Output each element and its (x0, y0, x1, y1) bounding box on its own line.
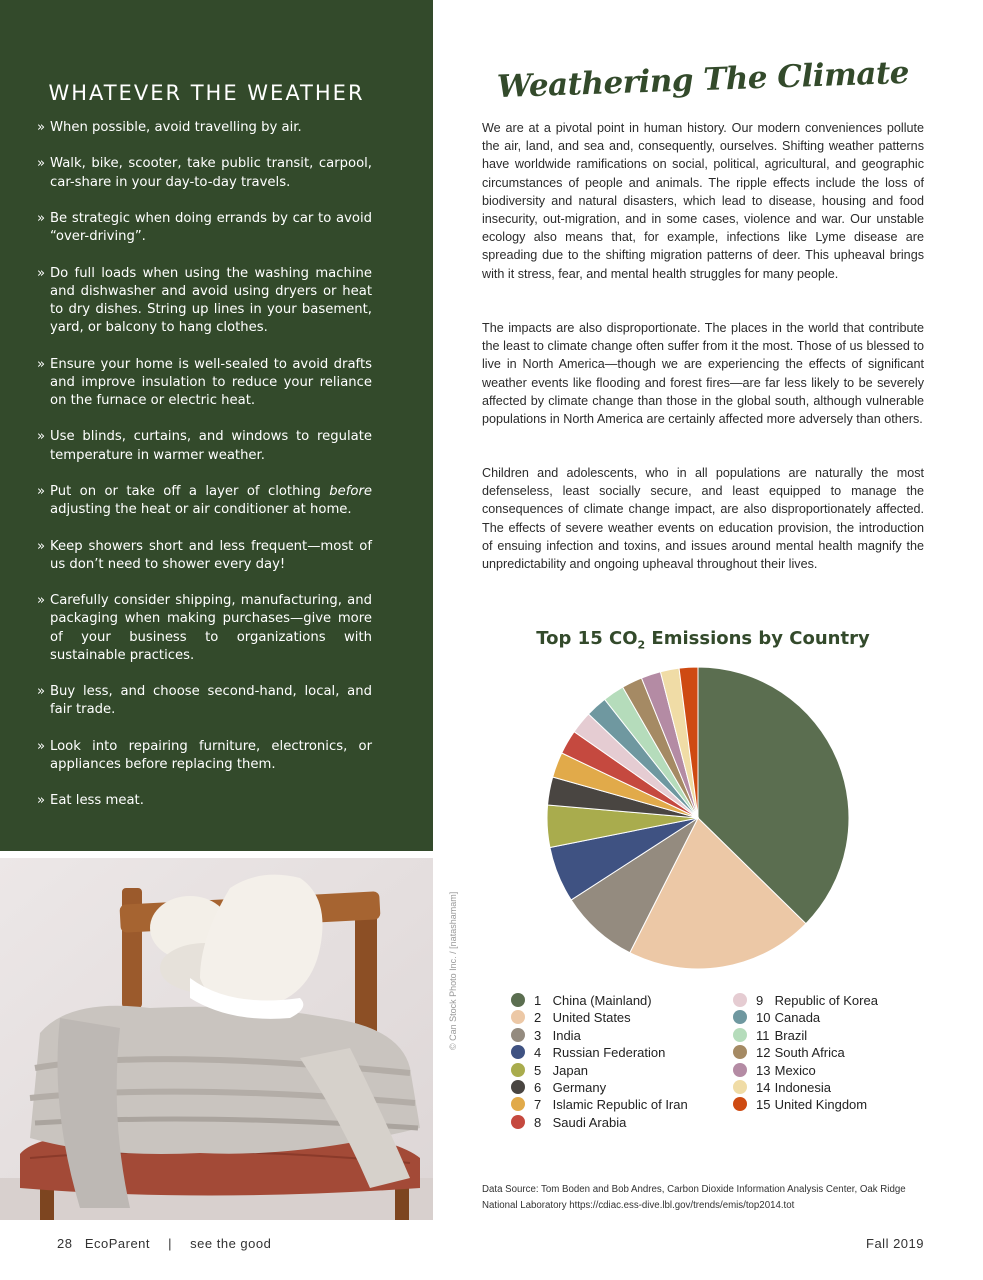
legend-number: 7 (534, 1097, 542, 1113)
legend-label: South Africa (771, 1045, 845, 1061)
legend-item (511, 1096, 688, 1113)
chart-title-pre: Top 15 CO (536, 628, 638, 649)
footer-separator: | (168, 1236, 173, 1251)
legend-number: 15 (756, 1097, 771, 1113)
legend-swatch (511, 1063, 525, 1077)
legend-number: 12 (756, 1045, 771, 1061)
legend-swatch (511, 1097, 525, 1111)
legend-item (511, 992, 688, 1009)
article-paragraph: We are at a pivotal point in human history. Our modern conveniences pollute the air, land, and sea and, consequently, ourselves. Shifting weather patterns have worldwide ramifications on social, political, agricultural, and geographic circumstances of people and animals. The ripple effects include the loss of biodiversity and natural disasters, which lead to disease, housing and food insecurity, out-migration, and in some cases, violence and war. Our unstable ecology also means that, for example, infections like Lyme disease are spreading due to the shifting migration patterns of deer. This upheaval brings with it stress, fear, and mental health struggles for many people. (482, 121, 924, 281)
article-title: Weathering The Climate (496, 54, 910, 106)
legend-label: China (Mainland) (549, 993, 652, 1008)
chart-legend-left (511, 992, 688, 1131)
legend-item (511, 1079, 688, 1096)
tip-item: » Buy less, and choose second-hand, local, and fair trade. (37, 683, 372, 719)
legend-label: Indonesia (771, 1079, 831, 1095)
legend-item (511, 1062, 688, 1079)
tip-item: » Use blinds, curtains, and windows to regulate temperature in warmer weather. (37, 428, 372, 464)
data-source-note: Data Source: Tom Boden and Bob Andres, Carbon Dioxide Information Analysis Center, Oak Ridge National Laboratory https://cdiac.ess-dive.lbl.gov/trends/emis/top2014.tot (482, 1184, 906, 1211)
legend-label: Brazil (771, 1027, 808, 1043)
legend-swatch (733, 1080, 747, 1094)
page-number: 28 (57, 1236, 73, 1251)
tips-panel (0, 0, 433, 851)
tip-text: adjusting the heat or air conditioner at home. (50, 502, 352, 518)
pie-chart (540, 660, 856, 976)
legend-swatch (511, 1080, 525, 1094)
footer-left (57, 1236, 271, 1251)
legend-swatch (511, 1010, 525, 1024)
legend-item (733, 1079, 878, 1096)
legend-item (511, 1009, 688, 1026)
legend-item (733, 1044, 878, 1061)
legend-number: 5 (534, 1062, 542, 1078)
article-paragraph: Children and adolescents, who in all populations are naturally the most defenseless, least socially secure, and least equipped to manage the consequences of climate change impact, are also disproportionately affected. The effects of severe weather events on education provision, the introduction of ensuing infection and toxins, and issues around mental health magnify the unpredictability and ongoing upheaval throughout their lives. (482, 466, 924, 572)
chart-title-sub: 2 (637, 638, 646, 652)
legend-swatch (733, 1097, 747, 1111)
tip-item: » Walk, bike, scooter, take public transit, carpool, car-share in your day-to-day travels. (37, 155, 372, 191)
chart-legend-right (733, 992, 878, 1114)
chart-title (482, 628, 924, 652)
legend-item (511, 1027, 688, 1044)
legend-number: 4 (534, 1045, 542, 1061)
legend-label: Islamic Republic of Iran (549, 1097, 688, 1113)
legend-item (511, 1114, 688, 1131)
legend-number: 14 (756, 1079, 771, 1095)
legend-label: Republic of Korea (771, 993, 878, 1008)
legend-swatch (733, 1028, 747, 1042)
tip-item: » Keep showers short and less frequent—most of us don’t need to shower every day! (37, 538, 372, 574)
tip-item: » When possible, avoid travelling by air. (37, 119, 372, 137)
legend-swatch (511, 993, 525, 1007)
sidebar-title: WHATEVER THE WEATHER (48, 81, 365, 106)
tip-item: » Eat less meat. (37, 792, 372, 810)
legend-swatch (511, 1115, 525, 1129)
legend-swatch (511, 1045, 525, 1059)
magazine-tagline: see the good (190, 1236, 272, 1251)
legend-number: 6 (534, 1079, 542, 1095)
legend-label: Germany (549, 1079, 607, 1095)
tip-item: » Look into repairing furniture, electronics, or appliances before replacing them. (37, 738, 372, 774)
legend-number: 8 (534, 1114, 542, 1130)
legend-item (733, 1096, 878, 1113)
tip-text: Put on or take off a layer of clothing (50, 483, 330, 499)
tip-item: » Carefully consider shipping, manufacturing, and packaging when making purchases—give more of your business to organizations with sustainable practices. (37, 592, 372, 665)
legend-item (733, 1062, 878, 1079)
photo-credit-text: © Can Stock Photo Inc. / [natashamam] (448, 891, 458, 1050)
legend-label: India (549, 1027, 581, 1043)
legend-number: 3 (534, 1027, 542, 1043)
legend-number: 10 (756, 1010, 771, 1026)
legend-item (733, 1009, 878, 1026)
tip-item: » Ensure your home is well-sealed to avoid drafts and improve insulation to reduce your reliance on the furnace or electric heat. (37, 356, 372, 411)
magazine-brand: EcoParent (84, 1236, 151, 1251)
legend-label: Saudi Arabia (549, 1114, 627, 1130)
legend-swatch (733, 1010, 747, 1024)
legend-swatch (511, 1028, 525, 1042)
legend-swatch (733, 1045, 747, 1059)
tip-item (37, 483, 372, 519)
legend-number: 9 (756, 993, 764, 1008)
issue-date: Fall 2019 (866, 1236, 924, 1251)
legend-item (733, 992, 878, 1009)
legend-label: Mexico (771, 1062, 816, 1078)
legend-number: 2 (534, 1010, 542, 1026)
tips-list (37, 119, 372, 829)
tip-item: » Be strategic when doing errands by car to avoid “over-driving”. (37, 210, 372, 246)
legend-number: 11 (756, 1027, 770, 1043)
legend-swatch (733, 1063, 747, 1077)
sweater-photo (0, 858, 433, 1220)
legend-item (511, 1044, 688, 1061)
legend-label: Japan (549, 1062, 589, 1078)
chart-title-post: Emissions by Country (645, 628, 870, 649)
legend-number: 1 (534, 993, 542, 1008)
legend-label: United Kingdom (771, 1097, 868, 1113)
legend-swatch (733, 993, 747, 1007)
photo-credit (448, 860, 458, 1050)
legend-label: United States (549, 1010, 631, 1026)
legend-number: 13 (756, 1062, 771, 1078)
legend-label: Canada (771, 1010, 821, 1026)
tip-emphasis: before (329, 483, 372, 499)
article-paragraph: The impacts are also disproportionate. The places in the world that contribute the least to climate change often suffer from it the most. Those of us blessed to live in North America—though we are experiencing the effects of significant weather events like flooding and forest fires—are far less likely to be severely affected by climate change than those in the global south, although vulnerable populations in North America are certainly affected more adversely than others. (482, 321, 924, 427)
legend-item (733, 1027, 878, 1044)
legend-label: Russian Federation (549, 1045, 666, 1061)
tip-item: » Do full loads when using the washing machine and dishwasher and avoid using dryers or heat to dry dishes. String up lines in your basement, yard, or balcony to hang clothes. (37, 265, 372, 338)
